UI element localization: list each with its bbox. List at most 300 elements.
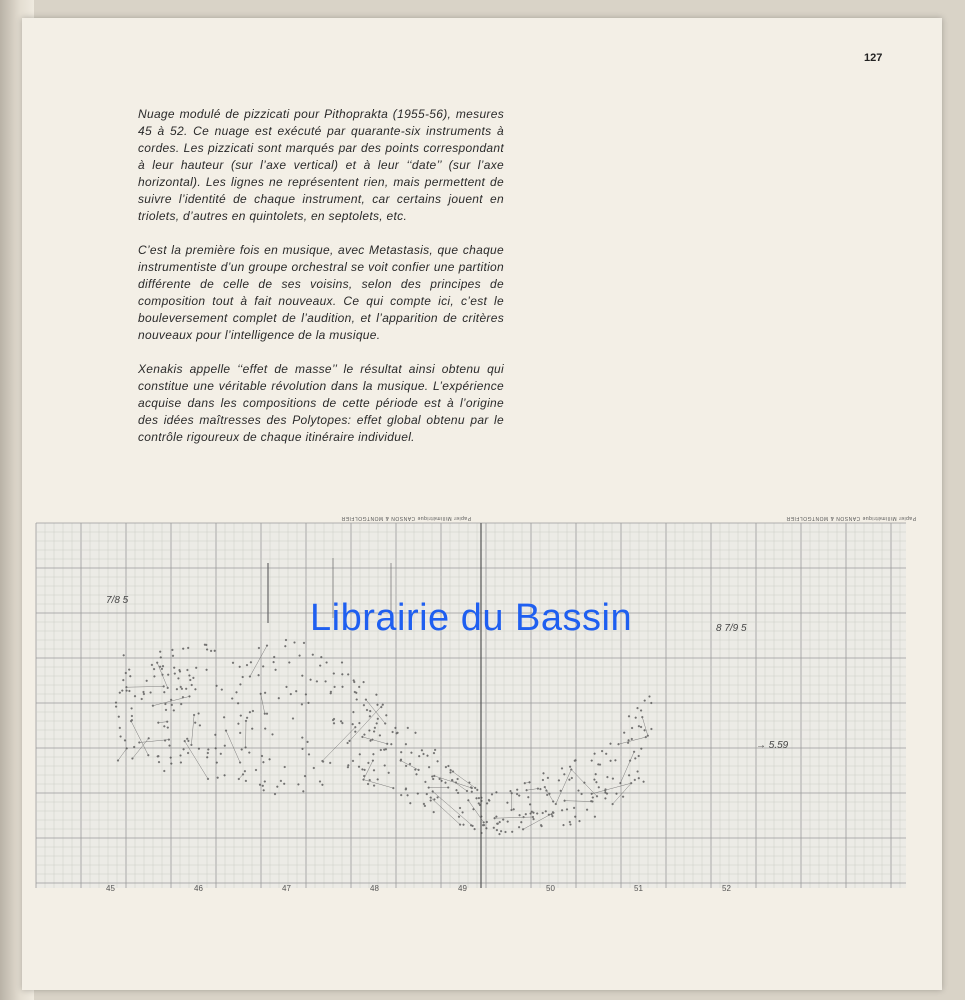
pizzicato-dot xyxy=(172,655,174,657)
measure-mark: 51 xyxy=(634,884,643,893)
pizzicato-dot xyxy=(284,766,286,768)
pizzicato-dot xyxy=(640,726,642,728)
pizzicato-dot xyxy=(288,662,290,664)
pizzicato-dot xyxy=(150,692,152,694)
pizzicati-cloud-drawing xyxy=(36,523,906,893)
pizzicato-dot xyxy=(505,831,507,833)
pizzicato-dot xyxy=(428,787,430,789)
pizzicato-dot xyxy=(645,736,647,738)
pizzicato-dot xyxy=(434,749,436,751)
annotation-left: 7/8 5 xyxy=(106,595,129,606)
pizzicato-dot xyxy=(496,816,498,818)
pizzicato-dot xyxy=(303,642,305,644)
pizzicato-dot xyxy=(529,804,531,806)
pizzicato-dot xyxy=(558,780,560,782)
pizzicato-dot xyxy=(166,721,168,723)
pizzicato-dot xyxy=(182,648,184,650)
pizzicato-dot xyxy=(310,679,312,681)
cloud-line xyxy=(226,731,240,763)
pizzicato-dot xyxy=(395,727,397,729)
pizzicato-dot xyxy=(367,783,369,785)
pizzicato-dot xyxy=(131,715,133,717)
pizzicato-dot xyxy=(467,799,469,801)
pizzicato-dot xyxy=(210,650,212,652)
pizzicato-dot xyxy=(130,720,132,722)
pizzicato-dot xyxy=(569,766,571,768)
graph-paper-figure xyxy=(36,515,916,893)
pizzicato-dot xyxy=(354,731,356,733)
pizzicato-dot xyxy=(457,778,459,780)
pizzicato-dot xyxy=(594,816,596,818)
pizzicato-dot xyxy=(121,690,123,692)
pizzicato-dot xyxy=(437,797,439,799)
pizzicato-dot xyxy=(198,748,200,750)
pizzicato-dot xyxy=(115,702,117,704)
pizzicato-dot xyxy=(274,793,276,795)
pizzicato-dot xyxy=(163,770,165,772)
pizzicato-dot xyxy=(224,774,226,776)
pizzicato-dot xyxy=(174,673,176,675)
pizzicato-dot xyxy=(206,669,208,671)
pizzicato-dot xyxy=(493,827,495,829)
pizzicato-dot xyxy=(496,823,498,825)
pizzicato-dot xyxy=(631,727,633,729)
pizzicato-dot xyxy=(409,763,411,765)
cloud-line xyxy=(527,789,538,791)
pizzicato-dot xyxy=(363,775,365,777)
pizzicato-dot xyxy=(373,785,375,787)
pizzicato-dot xyxy=(262,785,264,787)
pizzicato-dot xyxy=(347,674,349,676)
pizzicato-dot xyxy=(481,797,483,799)
pizzicato-dot xyxy=(333,722,335,724)
pizzicato-dot xyxy=(620,782,622,784)
pizzicato-dot xyxy=(370,740,372,742)
pizzicato-dot xyxy=(638,777,640,779)
pizzicato-dot xyxy=(241,749,243,751)
pizzicato-dot xyxy=(511,831,513,833)
pizzicato-dot xyxy=(207,749,209,751)
pizzicato-dot xyxy=(240,684,242,686)
pizzicato-dot xyxy=(594,753,596,755)
pizzicato-dot xyxy=(439,778,441,780)
pizzicato-dot xyxy=(252,710,254,712)
pizzicato-dot xyxy=(563,824,565,826)
pizzicato-dot xyxy=(633,751,635,753)
pizzicato-dot xyxy=(430,800,432,802)
pizzicato-dot xyxy=(462,812,464,814)
pizzicato-dot xyxy=(170,699,172,701)
pizzicato-dot xyxy=(574,760,576,762)
pizzicato-dot xyxy=(266,645,268,647)
pizzicato-dot xyxy=(586,809,588,811)
pizzicato-dot xyxy=(301,704,303,706)
pizzicato-dot xyxy=(541,825,543,827)
pizzicato-dot xyxy=(189,679,191,681)
pizzicato-dot xyxy=(469,782,471,784)
pizzicato-dot xyxy=(244,770,246,772)
pizzicato-dot xyxy=(251,728,253,730)
pizzicato-dot xyxy=(249,711,251,713)
pizzicato-dot xyxy=(581,793,583,795)
pizzicato-dot xyxy=(499,821,501,823)
pizzicato-dot xyxy=(423,753,425,755)
cloud-line xyxy=(131,721,148,755)
pizzicato-dot xyxy=(622,796,624,798)
pizzicato-dot xyxy=(347,742,349,744)
pizzicato-dot xyxy=(596,795,598,797)
pizzicato-dot xyxy=(373,769,375,771)
pizzicato-dot xyxy=(342,686,344,688)
pizzicato-dot xyxy=(363,704,365,706)
book-page xyxy=(22,18,942,990)
measure-mark: 46 xyxy=(194,884,203,893)
pizzicato-dot xyxy=(333,673,335,675)
pizzicato-dot xyxy=(231,698,233,700)
pizzicato-dot xyxy=(551,813,553,815)
pizzicato-dot xyxy=(369,715,371,717)
pizzicato-dot xyxy=(304,775,306,777)
pizzicato-dot xyxy=(445,766,447,768)
pizzicato-dot xyxy=(605,798,607,800)
pizzicato-dot xyxy=(214,650,216,652)
pizzicato-dot xyxy=(382,704,384,706)
pizzicato-dot xyxy=(526,789,528,791)
pizzicato-dot xyxy=(239,666,241,668)
pizzicato-dot xyxy=(364,769,366,771)
pizzicato-dot xyxy=(266,713,268,715)
watermark-text: Librairie du Bassin xyxy=(310,597,633,639)
pizzicato-dot xyxy=(273,661,275,663)
pizzicato-dot xyxy=(591,793,593,795)
paper-label-left: Papier Millimétrique CANSON & MONTGOLFIER xyxy=(341,515,471,521)
pizzicato-dot xyxy=(176,688,178,690)
pizzicato-dot xyxy=(596,781,598,783)
pizzicato-dot xyxy=(400,751,402,753)
pizzicato-dot xyxy=(643,781,645,783)
pizzicato-dot xyxy=(407,794,409,796)
pizzicato-dot xyxy=(405,789,407,791)
pizzicato-dot xyxy=(424,805,426,807)
cloud-line xyxy=(401,761,419,770)
pizzicato-dot xyxy=(316,681,318,683)
pizzicato-dot xyxy=(481,800,483,802)
pizzicato-dot xyxy=(366,709,368,711)
pizzicato-dot xyxy=(527,796,529,798)
pizzicato-dot xyxy=(129,675,131,677)
pizzicato-dot xyxy=(431,776,433,778)
pizzicato-dot xyxy=(264,713,266,715)
pizzicato-dot xyxy=(494,817,496,819)
pizzicato-dot xyxy=(548,814,550,816)
pizzicato-dot xyxy=(385,714,387,716)
pizzicato-dot xyxy=(301,737,303,739)
pizzicato-dot xyxy=(115,706,117,708)
pizzicato-dot xyxy=(263,789,265,791)
page-number: 127 xyxy=(864,52,883,64)
pizzicato-dot xyxy=(451,779,453,781)
pizzicato-dot xyxy=(131,708,133,710)
pizzicato-dot xyxy=(594,779,596,781)
pizzicato-dot xyxy=(511,792,513,794)
pizzicato-dot xyxy=(377,718,379,720)
pizzicato-dot xyxy=(471,787,473,789)
pizzicato-dot xyxy=(283,783,285,785)
pizzicato-dot xyxy=(164,740,166,742)
pizzicato-dot xyxy=(561,768,563,770)
pizzicato-dot xyxy=(264,781,266,783)
paper-label-right: Papier Millimétrique CANSON & MONTGOLFIER xyxy=(786,515,916,521)
pizzicato-dot xyxy=(124,740,126,742)
pizzicato-dot xyxy=(273,656,275,658)
pizzicato-dot xyxy=(298,784,300,786)
pizzicato-dot xyxy=(160,657,162,659)
pizzicato-dot xyxy=(450,772,452,774)
pizzicato-dot xyxy=(126,690,128,692)
pizzicato-dot xyxy=(478,797,480,799)
pizzicato-dot xyxy=(384,765,386,767)
pizzicato-dot xyxy=(278,697,280,699)
pizzicato-dot xyxy=(242,774,244,776)
pizzicato-dot xyxy=(220,753,222,755)
pizzicato-dot xyxy=(157,756,159,758)
pizzicato-dot xyxy=(598,786,600,788)
pizzicato-dot xyxy=(245,780,247,782)
pizzicato-dot xyxy=(240,715,242,717)
pizzicato-dot xyxy=(466,790,468,792)
pizzicato-dot xyxy=(628,715,630,717)
pizzicato-dot xyxy=(638,755,640,757)
pizzicato-dot xyxy=(510,790,512,792)
pizzicato-dot xyxy=(373,753,375,755)
pizzicato-dot xyxy=(358,766,360,768)
pizzicato-dot xyxy=(168,739,170,741)
pizzicato-dot xyxy=(207,752,209,754)
pizzicato-dot xyxy=(647,735,649,737)
pizzicato-dot xyxy=(340,720,342,722)
pizzicato-dot xyxy=(377,704,379,706)
pizzicato-dot xyxy=(544,786,546,788)
pizzicato-dot xyxy=(569,779,571,781)
pizzicato-dot xyxy=(601,750,603,752)
pizzicato-dot xyxy=(217,777,219,779)
pizzicato-dot xyxy=(470,824,472,826)
pizzicato-dot xyxy=(353,711,355,713)
pizzicato-dot xyxy=(606,793,608,795)
pizzicato-dot xyxy=(543,772,545,774)
pizzicato-dot xyxy=(322,760,324,762)
pizzicato-dot xyxy=(292,718,294,720)
pizzicato-dot xyxy=(542,812,544,814)
pizzicato-dot xyxy=(146,680,148,682)
pizzicato-dot xyxy=(628,739,630,741)
pizzicato-dot xyxy=(290,693,292,695)
pizzicato-dot xyxy=(206,756,208,758)
pizzicato-dot xyxy=(481,832,483,834)
pizzicato-dot xyxy=(631,738,633,740)
pizzicato-dot xyxy=(561,809,563,811)
pizzicato-dot xyxy=(426,793,428,795)
pizzicato-dot xyxy=(187,669,189,671)
pizzicato-dot xyxy=(507,802,509,804)
pizzicato-dot xyxy=(189,675,191,677)
pizzicato-dot xyxy=(605,753,607,755)
pizzicato-dot xyxy=(185,688,187,690)
pizzicato-dot xyxy=(307,741,309,743)
pizzicato-dot xyxy=(447,787,449,789)
pizzicato-dot xyxy=(122,679,124,681)
pizzicato-dot xyxy=(143,691,145,693)
pizzicato-dot xyxy=(352,723,354,725)
pizzicato-dot xyxy=(566,809,568,811)
pizzicato-dot xyxy=(326,662,328,664)
pizzicato-dot xyxy=(379,735,381,737)
pizzicato-dot xyxy=(649,696,651,698)
measure-mark: 47 xyxy=(282,884,291,893)
pizzicato-dot xyxy=(354,726,356,728)
pizzicato-dot xyxy=(376,723,378,725)
pizzicato-dot xyxy=(198,713,200,715)
pizzicato-dot xyxy=(476,797,478,799)
pizzicato-dot xyxy=(595,773,597,775)
pizzicato-dot xyxy=(161,668,163,670)
pizzicato-dot xyxy=(302,748,304,750)
pizzicato-dot xyxy=(258,674,260,676)
pizzicato-dot xyxy=(173,710,175,712)
pizzicato-dot xyxy=(147,754,149,756)
pizzicato-dot xyxy=(319,665,321,667)
pizzicato-dot xyxy=(578,790,580,792)
pizzicato-dot xyxy=(574,816,576,818)
pizzicato-dot xyxy=(635,717,637,719)
pizzicato-dot xyxy=(513,808,515,810)
pizzicato-dot xyxy=(356,699,358,701)
pizzicato-dot xyxy=(179,671,181,673)
pizzicato-dot xyxy=(305,694,307,696)
pizzicato-dot xyxy=(546,794,548,796)
cloud-line xyxy=(642,717,648,736)
pizzicato-dot xyxy=(486,803,488,805)
pizzicato-dot xyxy=(552,815,554,817)
pizzicato-dot xyxy=(216,685,218,687)
pizzicato-dot xyxy=(238,723,240,725)
pizzicato-dot xyxy=(349,740,351,742)
pizzicato-dot xyxy=(193,677,195,679)
pizzicato-dot xyxy=(405,743,407,745)
pizzicato-dot xyxy=(358,686,360,688)
pizzicato-dot xyxy=(246,664,248,666)
pizzicato-dot xyxy=(118,716,120,718)
pizzicato-dot xyxy=(459,824,461,826)
pizzicato-dot xyxy=(488,799,490,801)
pizzicato-dot xyxy=(262,666,264,668)
pizzicato-dot xyxy=(584,782,586,784)
pizzicato-dot xyxy=(216,762,218,764)
pizzicato-dot xyxy=(126,686,128,688)
pizzicato-dot xyxy=(225,730,227,732)
pizzicato-dot xyxy=(250,661,252,663)
pizzicato-dot xyxy=(193,714,195,716)
pizzicato-dot xyxy=(157,722,159,724)
cloud-line xyxy=(434,776,472,788)
pizzicato-dot xyxy=(170,757,172,759)
cloud-line xyxy=(620,752,634,783)
pizzicato-dot xyxy=(246,717,248,719)
pizzicato-dot xyxy=(264,728,266,730)
pizzicato-dot xyxy=(319,781,321,783)
pizzicato-dot xyxy=(169,745,171,747)
measure-mark: 48 xyxy=(370,884,379,893)
pizzicato-dot xyxy=(530,813,532,815)
pizzicato-dot xyxy=(221,689,223,691)
pizzicato-dot xyxy=(369,730,371,732)
pizzicato-dot xyxy=(474,787,476,789)
pizzicato-dot xyxy=(239,732,241,734)
pizzicato-dot xyxy=(354,691,356,693)
pizzicato-dot xyxy=(500,830,502,832)
pizzicato-dot xyxy=(542,779,544,781)
pizzicato-dot xyxy=(183,748,185,750)
pizzicato-dot xyxy=(205,644,207,646)
pizzicato-dot xyxy=(612,803,614,805)
pizzicato-dot xyxy=(437,760,439,762)
pizzicato-dot xyxy=(143,693,145,695)
pizzicato-dot xyxy=(376,694,378,696)
pizzicato-dot xyxy=(369,710,371,712)
pizzicato-dot xyxy=(516,789,518,791)
annotation-mid: → 5.59 xyxy=(756,740,789,751)
pizzicato-dot xyxy=(153,668,155,670)
pizzicato-dot xyxy=(409,802,411,804)
pizzicato-dot xyxy=(359,753,361,755)
pizzicato-dot xyxy=(579,820,581,822)
pizzicato-dot xyxy=(529,781,531,783)
pizzicato-dot xyxy=(342,722,344,724)
pizzicato-dot xyxy=(392,731,394,733)
pizzicato-dot xyxy=(592,797,594,799)
pizzicato-dot xyxy=(299,655,301,657)
pizzicato-dot xyxy=(638,725,640,727)
cloud-line xyxy=(126,686,163,687)
pizzicato-dot xyxy=(496,791,498,793)
pizzicato-dot xyxy=(242,676,244,678)
pizzicato-dot xyxy=(650,702,652,704)
cloud-line xyxy=(322,727,355,761)
pizzicato-dot xyxy=(167,674,169,676)
pizzicato-dot xyxy=(591,760,593,762)
pizzicato-dot xyxy=(120,736,122,738)
pizzicato-dot xyxy=(260,693,262,695)
pizzicato-dot xyxy=(448,765,450,767)
pizzicato-dot xyxy=(522,828,524,830)
pizzicato-dot xyxy=(450,769,452,771)
paragraph-2: C’est la première fois en musique, avec Metastasis, que chaque instrumentiste d’un groupe orchestral se voit confier une partition différente de celle de ses voisins, selon des principes de composition tout à fait nouveaux. Ce qui compte ici, c’est le bouleversement complet de l’audition, et l’apparition de critères nouveaux pour l’intelligence de la musique. xyxy=(138,243,504,342)
pizzicato-dot xyxy=(261,755,263,757)
pizzicato-dot xyxy=(634,779,636,781)
pizzicato-dot xyxy=(187,647,189,649)
pizzicato-dot xyxy=(434,799,436,801)
pizzicato-dot xyxy=(184,740,186,742)
pizzicato-dot xyxy=(560,790,562,792)
pizzicato-dot xyxy=(610,760,612,762)
pizzicato-dot xyxy=(641,716,643,718)
pizzicato-dot xyxy=(520,821,522,823)
pizzicato-dot xyxy=(302,790,304,792)
pizzicato-dot xyxy=(312,654,314,656)
pizzicato-dot xyxy=(224,745,226,747)
cloud-line xyxy=(362,737,387,744)
pizzicato-dot xyxy=(607,776,609,778)
